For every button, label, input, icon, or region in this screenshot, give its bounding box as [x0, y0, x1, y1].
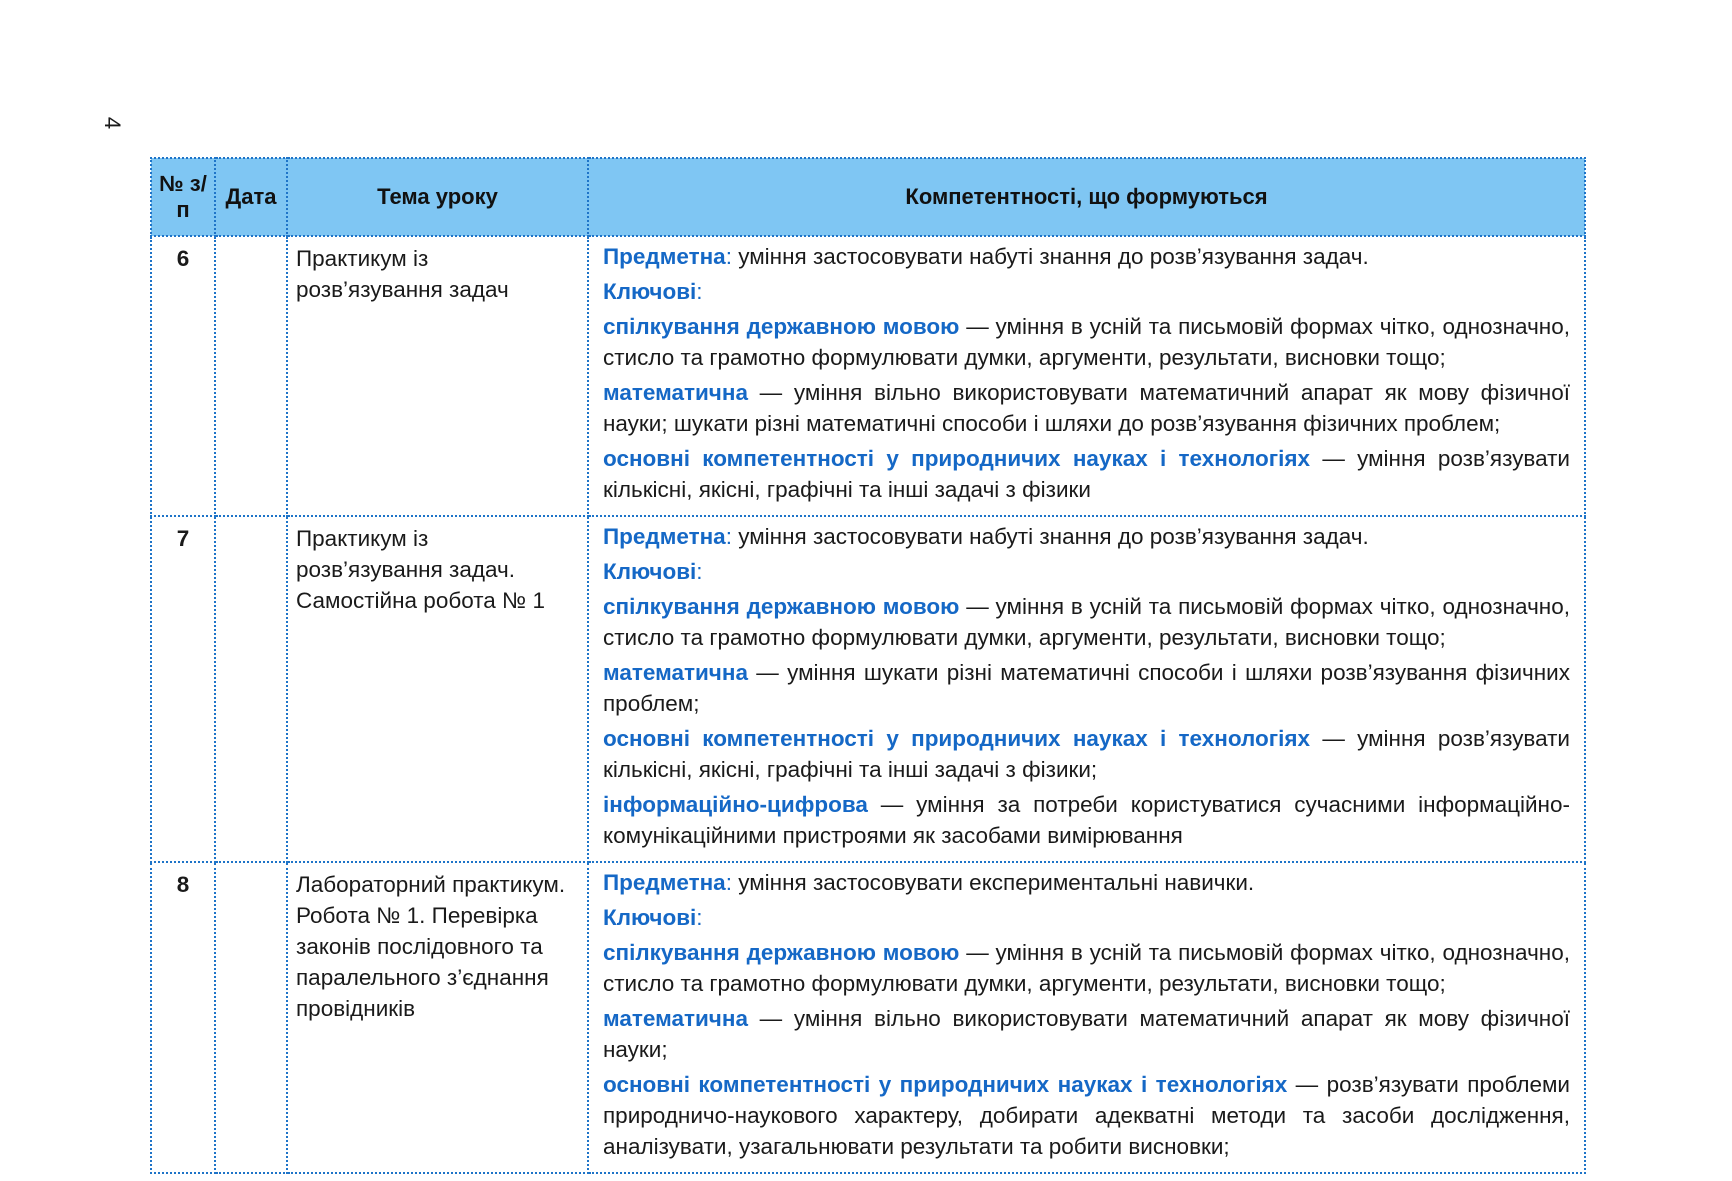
competence-label: математична [603, 380, 748, 405]
competence-text: уміння в усній та письмовій формах чітко, однозначно, стисло та грамотно формулювати думки, аргументи, результати, висновки тощо; [603, 314, 1570, 370]
lesson-number: 6 [151, 236, 215, 516]
lesson-competences [588, 236, 1585, 516]
lesson-topic: Практикум із розв’язування задач [287, 236, 588, 516]
competence-label: математична [603, 1006, 748, 1031]
page-number: 4 [100, 116, 126, 130]
competence-separator: : [696, 905, 703, 930]
competence-label: Ключові [603, 559, 697, 584]
competence-text: уміння застосовувати набуті знання до розв’язування задач. [738, 524, 1369, 549]
competence-item [603, 311, 1570, 373]
competence-item [603, 1003, 1570, 1065]
competence-separator: — [1287, 1072, 1327, 1097]
lesson-number: 7 [151, 516, 215, 862]
competence-separator: — [959, 594, 996, 619]
competence-item [603, 902, 1570, 933]
competence-item [603, 789, 1570, 851]
header-row [151, 158, 1585, 236]
competence-label: Ключові [603, 905, 697, 930]
header-num: № з/п [151, 158, 215, 236]
table-row [151, 516, 1585, 862]
competence-text: уміння розв’язувати кількісні, якісні, графічні та інші задачі з фізики [603, 446, 1570, 502]
competence-item [603, 657, 1570, 719]
competence-label: спілкування державною мовою [603, 940, 960, 965]
competence-separator: — [747, 380, 794, 405]
competence-item [603, 556, 1570, 587]
competence-item [603, 937, 1570, 999]
competence-label: основні компетентності у природничих науках і технологіях [603, 726, 1311, 751]
competence-item [603, 591, 1570, 653]
competence-separator: — [747, 660, 788, 685]
lesson-plan-table [150, 157, 1586, 1174]
lesson-competences [588, 516, 1585, 862]
competence-label: Предметна [603, 870, 726, 895]
competence-item [603, 723, 1570, 785]
table-body [151, 236, 1585, 1173]
lesson-competences [588, 862, 1585, 1173]
lesson-date [215, 862, 287, 1173]
competence-text: розв’язувати проблеми природничо-наукового характеру, добирати адекватні методи та засоби дослідження, аналізувати, узагальнювати результати та робити висновки; [603, 1072, 1570, 1159]
competence-label: Ключові [603, 279, 697, 304]
competence-text: уміння шукати різні математичні способи і шляхи розв’язування фізичних проблем; [603, 660, 1570, 716]
competence-item [603, 443, 1570, 505]
competence-separator: — [747, 1006, 794, 1031]
competence-item [603, 377, 1570, 439]
competence-separator: — [1310, 446, 1358, 471]
table-row [151, 862, 1585, 1173]
competence-label: інформаційно-цифрова [603, 792, 868, 817]
header-topic: Тема уроку [287, 158, 588, 236]
competence-label: спілкування державною мовою [603, 314, 960, 339]
competence-label: основні компетентності у природничих науках і технологіях [603, 1072, 1288, 1097]
competence-separator: : [696, 279, 703, 304]
lesson-topic: Практикум із розв’язування задач. Самостійна робота № 1 [287, 516, 588, 862]
competence-text: уміння в усній та письмовій формах чітко, однозначно, стисло та грамотно формулювати думки, аргументи, результати, висновки тощо; [603, 594, 1570, 650]
competence-label: Предметна [603, 244, 726, 269]
competence-label: основні компетентності у природничих науках і технологіях [603, 446, 1311, 471]
table-row [151, 236, 1585, 516]
competence-separator: : [725, 524, 739, 549]
competence-item [603, 1069, 1570, 1162]
competence-separator: — [959, 314, 996, 339]
competence-text: уміння розв’язувати кількісні, якісні, графічні та інші задачі з фізики; [603, 726, 1570, 782]
competence-separator: — [959, 940, 996, 965]
competence-label: математична [603, 660, 748, 685]
competence-separator: : [696, 559, 703, 584]
competence-text: уміння застосовувати набуті знання до розв’язування задач. [738, 244, 1369, 269]
competence-label: Предметна [603, 524, 726, 549]
lesson-date [215, 516, 287, 862]
lesson-topic: Лабораторний практикум. Робота № 1. Перевірка законів послідовного та паралельного з’єднання провідників [287, 862, 588, 1173]
competence-text: уміння застосовувати експериментальні навички. [738, 870, 1255, 895]
competence-separator: — [1310, 726, 1358, 751]
lesson-number: 8 [151, 862, 215, 1173]
competence-text: уміння за потреби користуватися сучасними інформаційно-комунікаційними пристроями як засобами вимірювання [603, 792, 1570, 848]
competence-text: уміння вільно використовувати математичний апарат як мову фізичної науки; [603, 1006, 1570, 1062]
competence-item [603, 241, 1570, 272]
lesson-date [215, 236, 287, 516]
header-competences: Компетентності, що формуються [588, 158, 1585, 236]
competence-separator: : [725, 870, 739, 895]
competence-item [603, 867, 1570, 898]
header-date: Дата [215, 158, 287, 236]
competence-label: спілкування державною мовою [603, 594, 960, 619]
competence-separator: : [725, 244, 739, 269]
competence-item [603, 276, 1570, 307]
competence-text: уміння вільно використовувати математичний апарат як мову фізичної науки; шукати різні математичні способи і шляхи до розв’язування фізичних проблем; [603, 380, 1570, 436]
competence-separator: — [867, 792, 917, 817]
competence-item [603, 521, 1570, 552]
competence-text: уміння в усній та письмовій формах чітко, однозначно, стисло та грамотно формулювати думки, аргументи, результати, висновки тощо; [603, 940, 1570, 996]
